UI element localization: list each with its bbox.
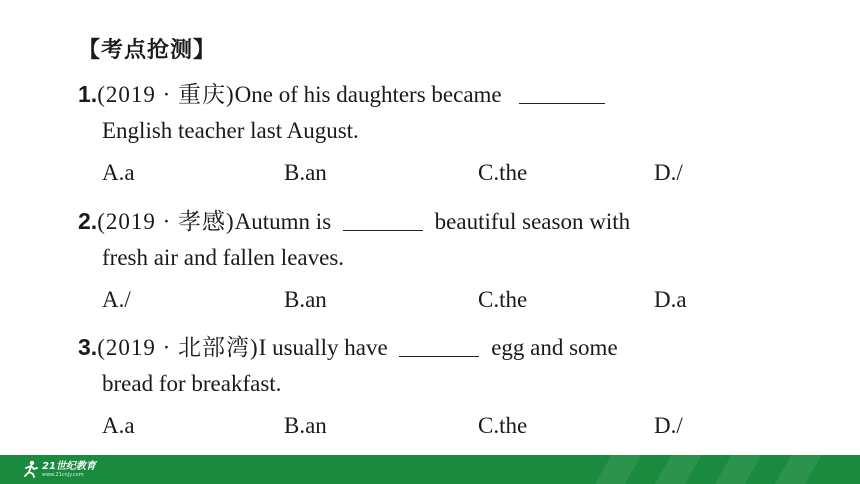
question-2-text-b: beautiful season with	[428, 209, 631, 234]
q1-option-a[interactable]: A.a	[102, 160, 135, 185]
footer-stripe	[643, 455, 708, 484]
question-2-text-a: Autumn is	[234, 209, 337, 234]
question-1-text-a: One of his daughters became	[234, 82, 508, 107]
q2-option-a[interactable]: A./	[102, 287, 131, 312]
question-1-line-2: English teacher last August.	[102, 118, 359, 143]
answer-blank-2[interactable]	[343, 210, 423, 231]
answer-blank-3[interactable]	[399, 336, 479, 357]
brand-name: 21世纪教育	[42, 460, 96, 472]
section-heading: 【考点抢测】	[78, 38, 217, 63]
q3-option-b[interactable]: B.an	[284, 413, 327, 438]
q1-option-d[interactable]: D./	[654, 160, 683, 185]
footer-stripe	[763, 455, 828, 484]
question-3-line-1	[78, 329, 618, 362]
question-2-source: (2019 · 孝感)	[97, 209, 235, 234]
q2-option-b[interactable]: B.an	[284, 287, 327, 312]
q3-option-a[interactable]: A.a	[102, 413, 135, 438]
q1-option-c[interactable]: C.the	[478, 160, 528, 185]
q3-option-c[interactable]: C.the	[478, 413, 528, 438]
answer-blank-1[interactable]	[519, 83, 605, 104]
runner-icon	[22, 460, 38, 478]
question-3-line-2: bread for breakfast.	[102, 371, 282, 396]
question-2-number: 2.	[78, 208, 98, 234]
brand-logo	[22, 458, 96, 480]
question-3-text-b: egg and some	[485, 335, 618, 360]
question-3-number: 3.	[78, 334, 98, 360]
question-3-text-a: I usually have	[258, 335, 394, 360]
question-1-source: (2019 · 重庆)	[97, 82, 235, 107]
footer-bar	[0, 455, 860, 484]
question-3-source: (2019 · 北部湾)	[97, 335, 259, 360]
brand-url: www.21cnjy.com	[42, 471, 84, 478]
question-1-line-1	[78, 76, 605, 109]
q1-option-b[interactable]: B.an	[284, 160, 327, 185]
question-1-number: 1.	[78, 81, 98, 107]
footer-stripe	[703, 455, 768, 484]
question-2-line-2: fresh air and fallen leaves.	[102, 245, 345, 270]
question-2-line-1	[78, 203, 630, 236]
q2-option-c[interactable]: C.the	[478, 287, 528, 312]
q3-option-d[interactable]: D./	[654, 413, 683, 438]
footer-stripe	[583, 455, 648, 484]
q2-option-d[interactable]: D.a	[654, 287, 687, 312]
